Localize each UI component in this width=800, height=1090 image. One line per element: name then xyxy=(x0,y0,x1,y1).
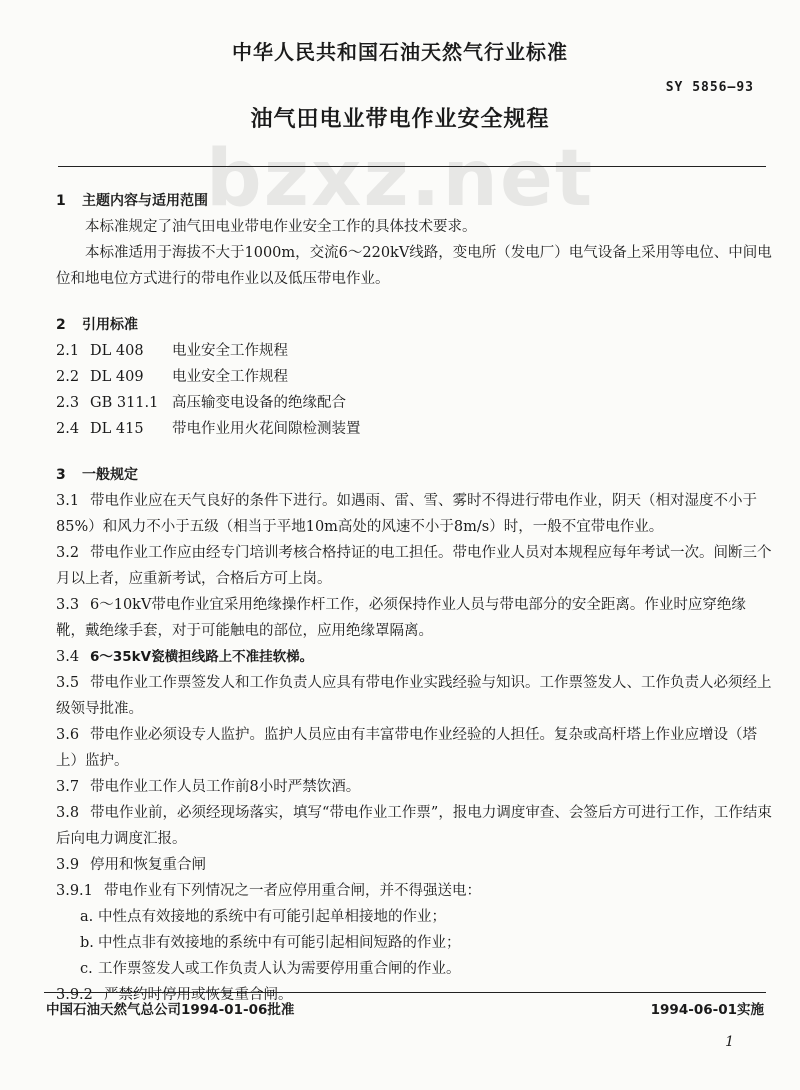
list-item xyxy=(56,930,772,956)
reference-name: 高压输变电设备的绝缘配合 xyxy=(172,395,346,411)
clause-3-5 xyxy=(56,670,772,722)
reference-code: DL 408 xyxy=(90,343,144,359)
paragraph: 本标准适用于海拔不大于1000m，交流6～220kV线路，变电所（发电厂）电气设备上采用等电位、中间电位和地电位方式进行的带电作业以及低压带电作业。 xyxy=(56,245,772,287)
list-text: 中性点非有效接地的系统中有可能引起相间短路的作业； xyxy=(98,935,461,951)
clause-text: 带电作业工作票签发人和工作负责人应具有带电作业实践经验与知识。工作票签发人、工作负责人必须经上级领导批准。 xyxy=(56,675,772,717)
document-title: 油气田电业带电作业安全规程 xyxy=(250,107,550,132)
clause-number: 3.5 xyxy=(56,675,80,691)
clause-text: 带电作业有下列情况之一者应停用重合闸，并不得强送电： xyxy=(104,883,481,899)
clause-3-6 xyxy=(56,722,772,774)
reference-item xyxy=(56,364,772,390)
reference-name: 带电作业用火花间隙检测装置 xyxy=(172,421,361,437)
list-marker: c. xyxy=(80,961,93,977)
clause-text: 6～10kV带电作业宜采用绝缘操作杆工作，必须保持作业人员与带电部分的安全距离。作业时应穿绝缘靴，戴绝缘手套，对于可能触电的部位，应用绝缘罩隔离。 xyxy=(56,597,746,639)
reference-code: GB 311.1 xyxy=(90,395,159,411)
section-title: 引用标准 xyxy=(82,317,138,333)
reference-name: 电业安全工作规程 xyxy=(172,343,288,359)
header-rule xyxy=(58,166,766,167)
footer-rule xyxy=(44,992,766,993)
standard-org-title: 中华人民共和国石油天然气行业标准 xyxy=(232,40,568,64)
clause-text: 6～35kV瓷横担线路上不准挂软梯。 xyxy=(90,649,314,665)
clause-number: 2.3 xyxy=(56,395,80,411)
clause-number: 2.4 xyxy=(56,421,80,437)
clause-text: 带电作业必须设专人监护。监护人员应由有丰富带电作业经验的人担任。复杂或高杆塔上作业应增设（塔上）监护。 xyxy=(56,727,757,769)
paragraph: 本标准规定了油气田电业带电作业安全工作的具体技术要求。 xyxy=(85,219,477,235)
list-item xyxy=(56,904,772,930)
clause-3-7 xyxy=(56,774,772,800)
section-2-heading xyxy=(56,312,772,338)
list-item xyxy=(56,956,772,982)
clause-number: 3.4 xyxy=(56,649,80,665)
clause-3-8 xyxy=(56,800,772,852)
clause-3-9-1 xyxy=(56,878,772,904)
section-1-heading xyxy=(56,188,772,214)
list-text: 中性点有效接地的系统中有可能引起单相接地的作业； xyxy=(98,909,446,925)
section-number: 3 xyxy=(56,467,66,483)
reference-code: DL 409 xyxy=(90,369,144,385)
reference-item xyxy=(56,390,772,416)
section-title: 一般规定 xyxy=(82,467,138,483)
clause-3-4 xyxy=(56,644,772,670)
clause-number: 3.9.1 xyxy=(56,883,93,899)
clause-number: 3.7 xyxy=(56,779,80,795)
clause-number: 3.6 xyxy=(56,727,80,743)
clause-3-2 xyxy=(56,540,772,592)
clause-number: 3.3 xyxy=(56,597,80,613)
list-marker: b. xyxy=(80,935,94,951)
clause-number: 3.9.2 xyxy=(56,987,93,1003)
clause-text: 停用和恢复重合闸 xyxy=(90,857,206,873)
section-number: 2 xyxy=(56,317,66,333)
section-title: 主题内容与适用范围 xyxy=(82,193,208,209)
clause-number: 3.2 xyxy=(56,545,80,561)
clause-3-1 xyxy=(56,488,772,540)
list-text: 工作票签发人或工作负责人认为需要停用重合闸的作业。 xyxy=(98,961,461,977)
clause-3-3 xyxy=(56,592,772,644)
clause-3-9-1-list xyxy=(56,904,772,982)
clause-text: 带电作业工作人员工作前8小时严禁饮酒。 xyxy=(90,779,361,795)
clause-text: 严禁约时停用或恢复重合闸。 xyxy=(104,987,293,1003)
reference-item xyxy=(56,338,772,364)
standard-code: SY 5856—93 xyxy=(665,80,754,95)
clause-number: 3.1 xyxy=(56,493,80,509)
implementation-date: 1994-06-01实施 xyxy=(650,1002,764,1018)
reference-name: 电业安全工作规程 xyxy=(172,369,288,385)
section-number: 1 xyxy=(56,193,66,209)
page-number: 1 xyxy=(725,1034,734,1050)
clause-number: 2.2 xyxy=(56,369,80,385)
approval-note: 中国石油天然气总公司1994-01-06批准 xyxy=(46,1002,295,1018)
document-body xyxy=(56,188,772,1008)
clause-number: 3.8 xyxy=(56,805,80,821)
reference-item xyxy=(56,416,772,442)
clause-text: 带电作业前，必须经现场落实，填写“带电作业工作票”，报电力调度审查、会签后方可进行工作，工作结束后向电力调度汇报。 xyxy=(56,805,772,847)
list-marker: a. xyxy=(80,909,94,925)
section-3-heading xyxy=(56,462,772,488)
watermark: bzxz.net xyxy=(205,134,595,224)
reference-code: DL 415 xyxy=(90,421,144,437)
clause-3-9 xyxy=(56,852,772,878)
clause-number: 2.1 xyxy=(56,343,80,359)
clause-text: 带电作业工作应由经专门培训考核合格持证的电工担任。带电作业人员对本规程应每年考试一次。间断三个月以上者，应重新考试，合格后方可上岗。 xyxy=(56,545,772,587)
clause-text: 带电作业应在天气良好的条件下进行。如遇雨、雷、雪、雾时不得进行带电作业，阴天（相对湿度不小于85%）和风力不小于五级（相当于平地10m高处的风速不小于8m/s）时，一般不宜带电作业。 xyxy=(56,493,757,535)
clause-number: 3.9 xyxy=(56,857,80,873)
